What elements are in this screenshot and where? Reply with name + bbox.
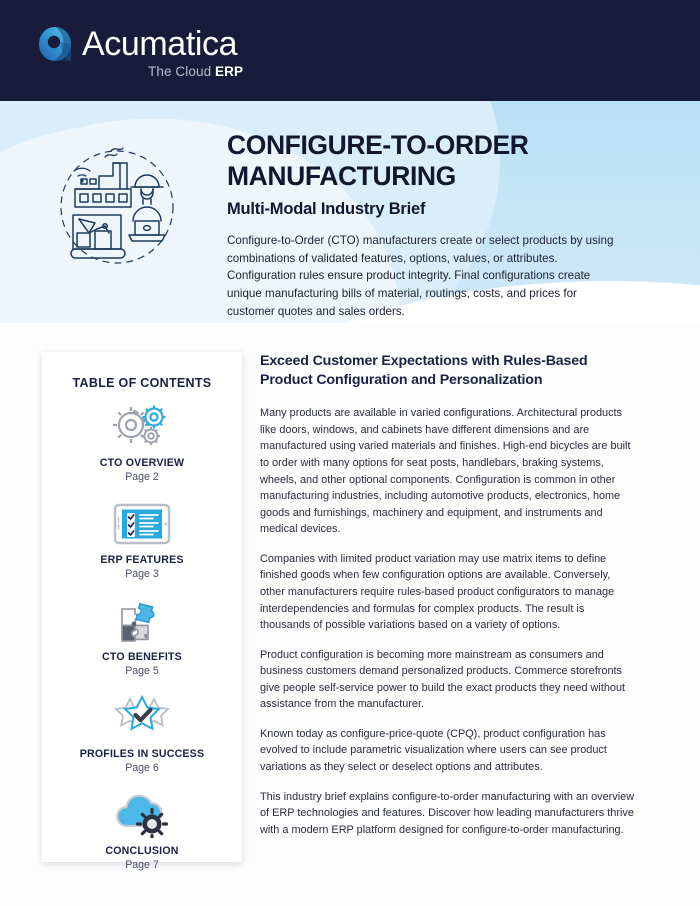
stars-checkmark-icon	[42, 691, 242, 745]
logo-lockup	[38, 26, 237, 62]
cloud-gear-icon	[42, 788, 242, 842]
toc-item-page: Page 2	[125, 471, 159, 483]
brand-header	[0, 0, 700, 101]
hero-banner	[0, 101, 700, 323]
hero-subtitle: Multi-Modal Industry Brief	[227, 199, 426, 218]
toc-item-cto-benefits[interactable]	[42, 594, 242, 677]
brand-name: Acumatica	[82, 25, 238, 63]
main-content-column	[260, 352, 635, 838]
toc-item-label: CONCLUSION	[105, 845, 179, 857]
hero-description: Configure-to-Order (CTO) manufacturers create or select products by using combinations of validated features, options, values, or attributes. Configuration rules ensure product integrity. Final configurations create unique manufacturing bills of material, routings, costs, and prices for customer quotes and sales orders.	[227, 233, 614, 319]
toc-list	[42, 400, 242, 871]
toc-item-page: Page 3	[125, 568, 159, 580]
toc-item-erp-features[interactable]	[42, 497, 242, 580]
hero-text-block	[227, 130, 647, 321]
body-paragraph: Known today as configure-price-quote (CPQ), product configuration has evolved to include parametric visualization where users can see product variations as they select or deselect options and attributes.	[260, 727, 607, 774]
tagline-light-text: The Cloud	[148, 64, 216, 79]
puzzle-pieces-icon	[42, 594, 242, 648]
body-paragraph: Product configuration is becoming more mainstream as consumers and business customers demand personalized products. Commerce storefronts give people self-service power to build the exact products they need without assistance from the manufacturer.	[260, 648, 626, 711]
toc-item-page: Page 7	[125, 859, 159, 871]
toc-item-label: PROFILES IN SUCCESS	[79, 748, 205, 760]
hero-title: CONFIGURE-TO-ORDER MANUFACTURING	[227, 130, 529, 192]
main-heading: Exceed Customer Expectations with Rules-Based Product Configuration and Personalization	[260, 353, 588, 389]
brand-tagline	[148, 64, 243, 79]
tagline-bold-text: ERP	[215, 64, 244, 79]
toc-heading: TABLE OF CONTENTS	[72, 376, 212, 390]
gears-icon	[42, 400, 242, 454]
tablet-checklist-icon	[42, 497, 242, 551]
body-paragraph: Companies with limited product variation may use matrix items to define finished goods when few configuration options are available. Conversely, other manufacturers require rules-based product configurators to manage interdependencies and formulas for complex products. The result is thousands of possible variations based on a variety of options.	[260, 552, 615, 632]
acumatica-droplet-logo-icon	[38, 26, 72, 62]
toc-item-cto-overview[interactable]	[42, 400, 242, 483]
toc-item-conclusion[interactable]	[42, 788, 242, 871]
toc-item-profiles-in-success[interactable]	[42, 691, 242, 774]
toc-item-label: ERP FEATURES	[100, 554, 184, 566]
body-paragraph: Many products are available in varied configurations. Architectural products like doors, windows, and cabinets have different dimensions and are manufactured using varied materials and finishes. High-end bicycles are built to order with many options for seat posts, handlebars, braking systems, wheels, and other optional components. Configuration is common in other manufacturing industries, including automotive products, electronics, home goods and furnishings, machinery and equipment, and instruments and medical devices.	[260, 407, 631, 536]
toc-item-page: Page 6	[125, 762, 159, 774]
toc-item-label: CTO OVERVIEW	[99, 457, 185, 469]
toc-item-label: CTO BENEFITS	[102, 651, 182, 663]
toc-item-page: Page 5	[125, 665, 159, 677]
body-paragraph: This industry brief explains configure-to-order manufacturing with an overview of ERP technologies and features. Discover how leading manufacturers thrive with a modern ERP platform designed for configure-to-order manufacturing.	[260, 790, 635, 836]
table-of-contents-card	[42, 352, 242, 871]
